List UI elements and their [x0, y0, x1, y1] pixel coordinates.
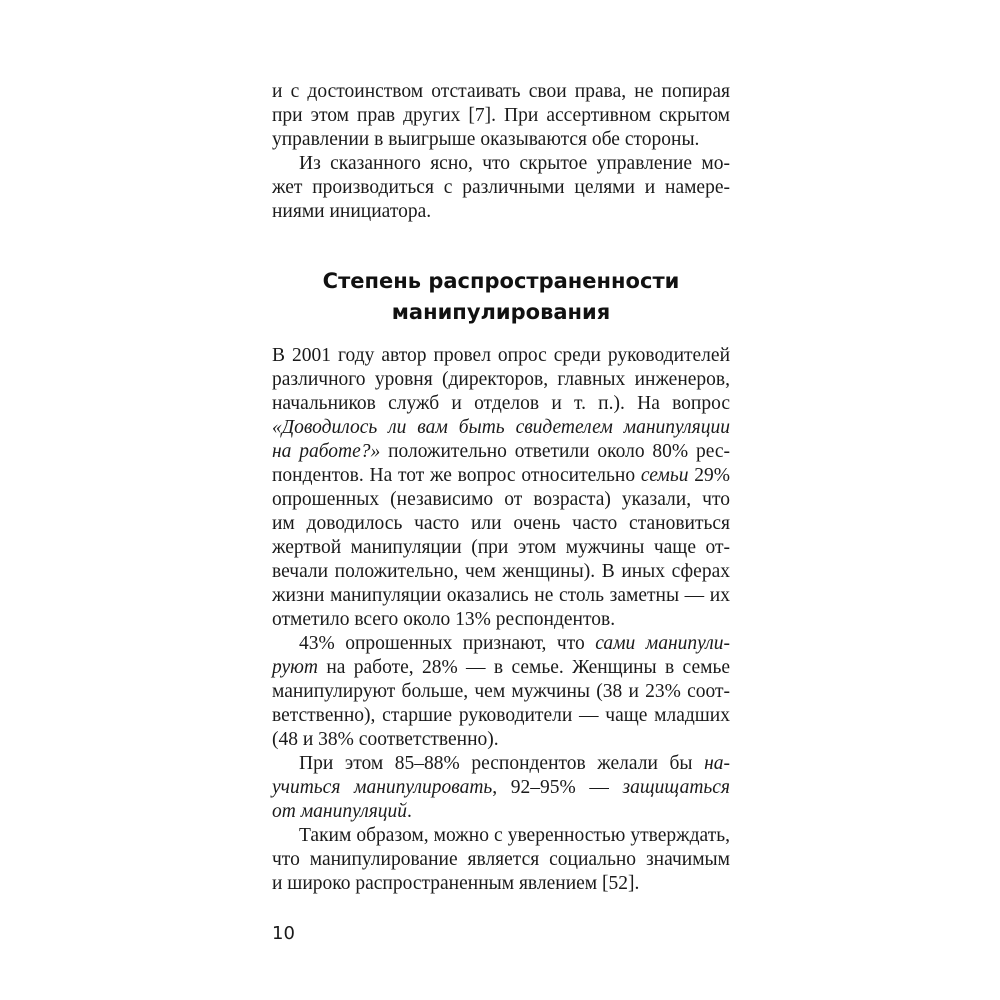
text-run: 43% опрошенных признают, что	[299, 633, 596, 654]
text-line: и широко распространенным явлением [52].	[272, 873, 640, 894]
text-run: 29%	[688, 465, 731, 486]
text-line: опрошенных (независимо от возраста) указали, что	[272, 489, 730, 510]
italic-text: руют	[272, 657, 318, 678]
text-line: жет производиться с различными целями и намере-	[272, 177, 730, 198]
italic-text: на-	[704, 753, 730, 774]
text-line: жертвой манипуляции (при этом мужчины чаще от-	[272, 537, 730, 558]
text-line: (48 и 38% соответственно).	[272, 729, 499, 750]
text-line: при этом прав других [7]. При ассертивном скрытом	[272, 105, 730, 126]
text-run: , 92–95% —	[492, 777, 623, 798]
section-body	[272, 344, 730, 896]
text-line	[272, 464, 730, 488]
text-line: манипулируют больше, чем мужчины (38 и 23% соот-	[272, 681, 730, 702]
intro-paragraphs	[272, 80, 730, 224]
text-line: Таким образом, можно с уверенностью утверждать,	[299, 825, 730, 846]
heading-line: Степень распространенности	[322, 269, 680, 293]
italic-text: от манипуляций	[272, 801, 408, 822]
text-line: что манипулирование является социально значимым	[272, 849, 730, 870]
text-line: им доводилось часто или очень часто становиться	[272, 513, 730, 534]
text-run: При этом 85–88% респондентов желали бы	[299, 753, 705, 774]
text-line	[272, 752, 730, 776]
text-line: ниями инициатора.	[272, 201, 432, 222]
heading-line: манипулирования	[391, 300, 611, 324]
text-line: ветственно), старшие руководители — чаще младших	[272, 705, 730, 726]
text-line	[272, 776, 730, 800]
section-heading	[272, 266, 730, 328]
text-run: .	[407, 801, 412, 822]
text-line: В 2001 году автор провел опрос среди руководителей	[272, 345, 730, 366]
text-run: пондентов. На тот же вопрос относительно	[272, 465, 641, 486]
text-line	[272, 416, 730, 440]
text-run: положительно ответили около 80% рес-	[380, 441, 731, 462]
text-line: и с достоинством отстаивать свои права, не попирая	[272, 81, 730, 102]
text-line	[272, 656, 730, 680]
italic-text: «Доводилось ли вам быть свидетелем манипуляции	[272, 417, 730, 438]
text-line	[272, 632, 730, 656]
text-line: вечали положительно, чем женщины). В иных сферах	[272, 561, 730, 582]
text-line: начальников служб и отделов и т. п.). На вопрос	[272, 393, 730, 414]
italic-text: защищаться	[622, 777, 730, 798]
text-line: отметило всего около 13% респондентов.	[272, 609, 616, 630]
text-line: управлении в выигрыше оказываются обе стороны.	[272, 129, 700, 150]
text-run: на работе, 28% — в семье. Женщины в семье	[317, 657, 730, 678]
italic-text: учиться манипулировать	[272, 777, 493, 798]
italic-text: сами манипули-	[595, 633, 730, 654]
text-line: жизни манипуляции оказались не столь заметны — их	[272, 585, 730, 606]
italic-text: на работе?»	[272, 441, 381, 462]
page-number: 10	[272, 923, 295, 944]
italic-text: семьи	[640, 465, 689, 486]
text-line	[272, 440, 730, 464]
text-line: различного уровня (директоров, главных инженеров,	[272, 369, 730, 390]
text-line: Из сказанного ясно, что скрытое управление мо-	[299, 153, 730, 174]
text-line	[272, 800, 730, 824]
